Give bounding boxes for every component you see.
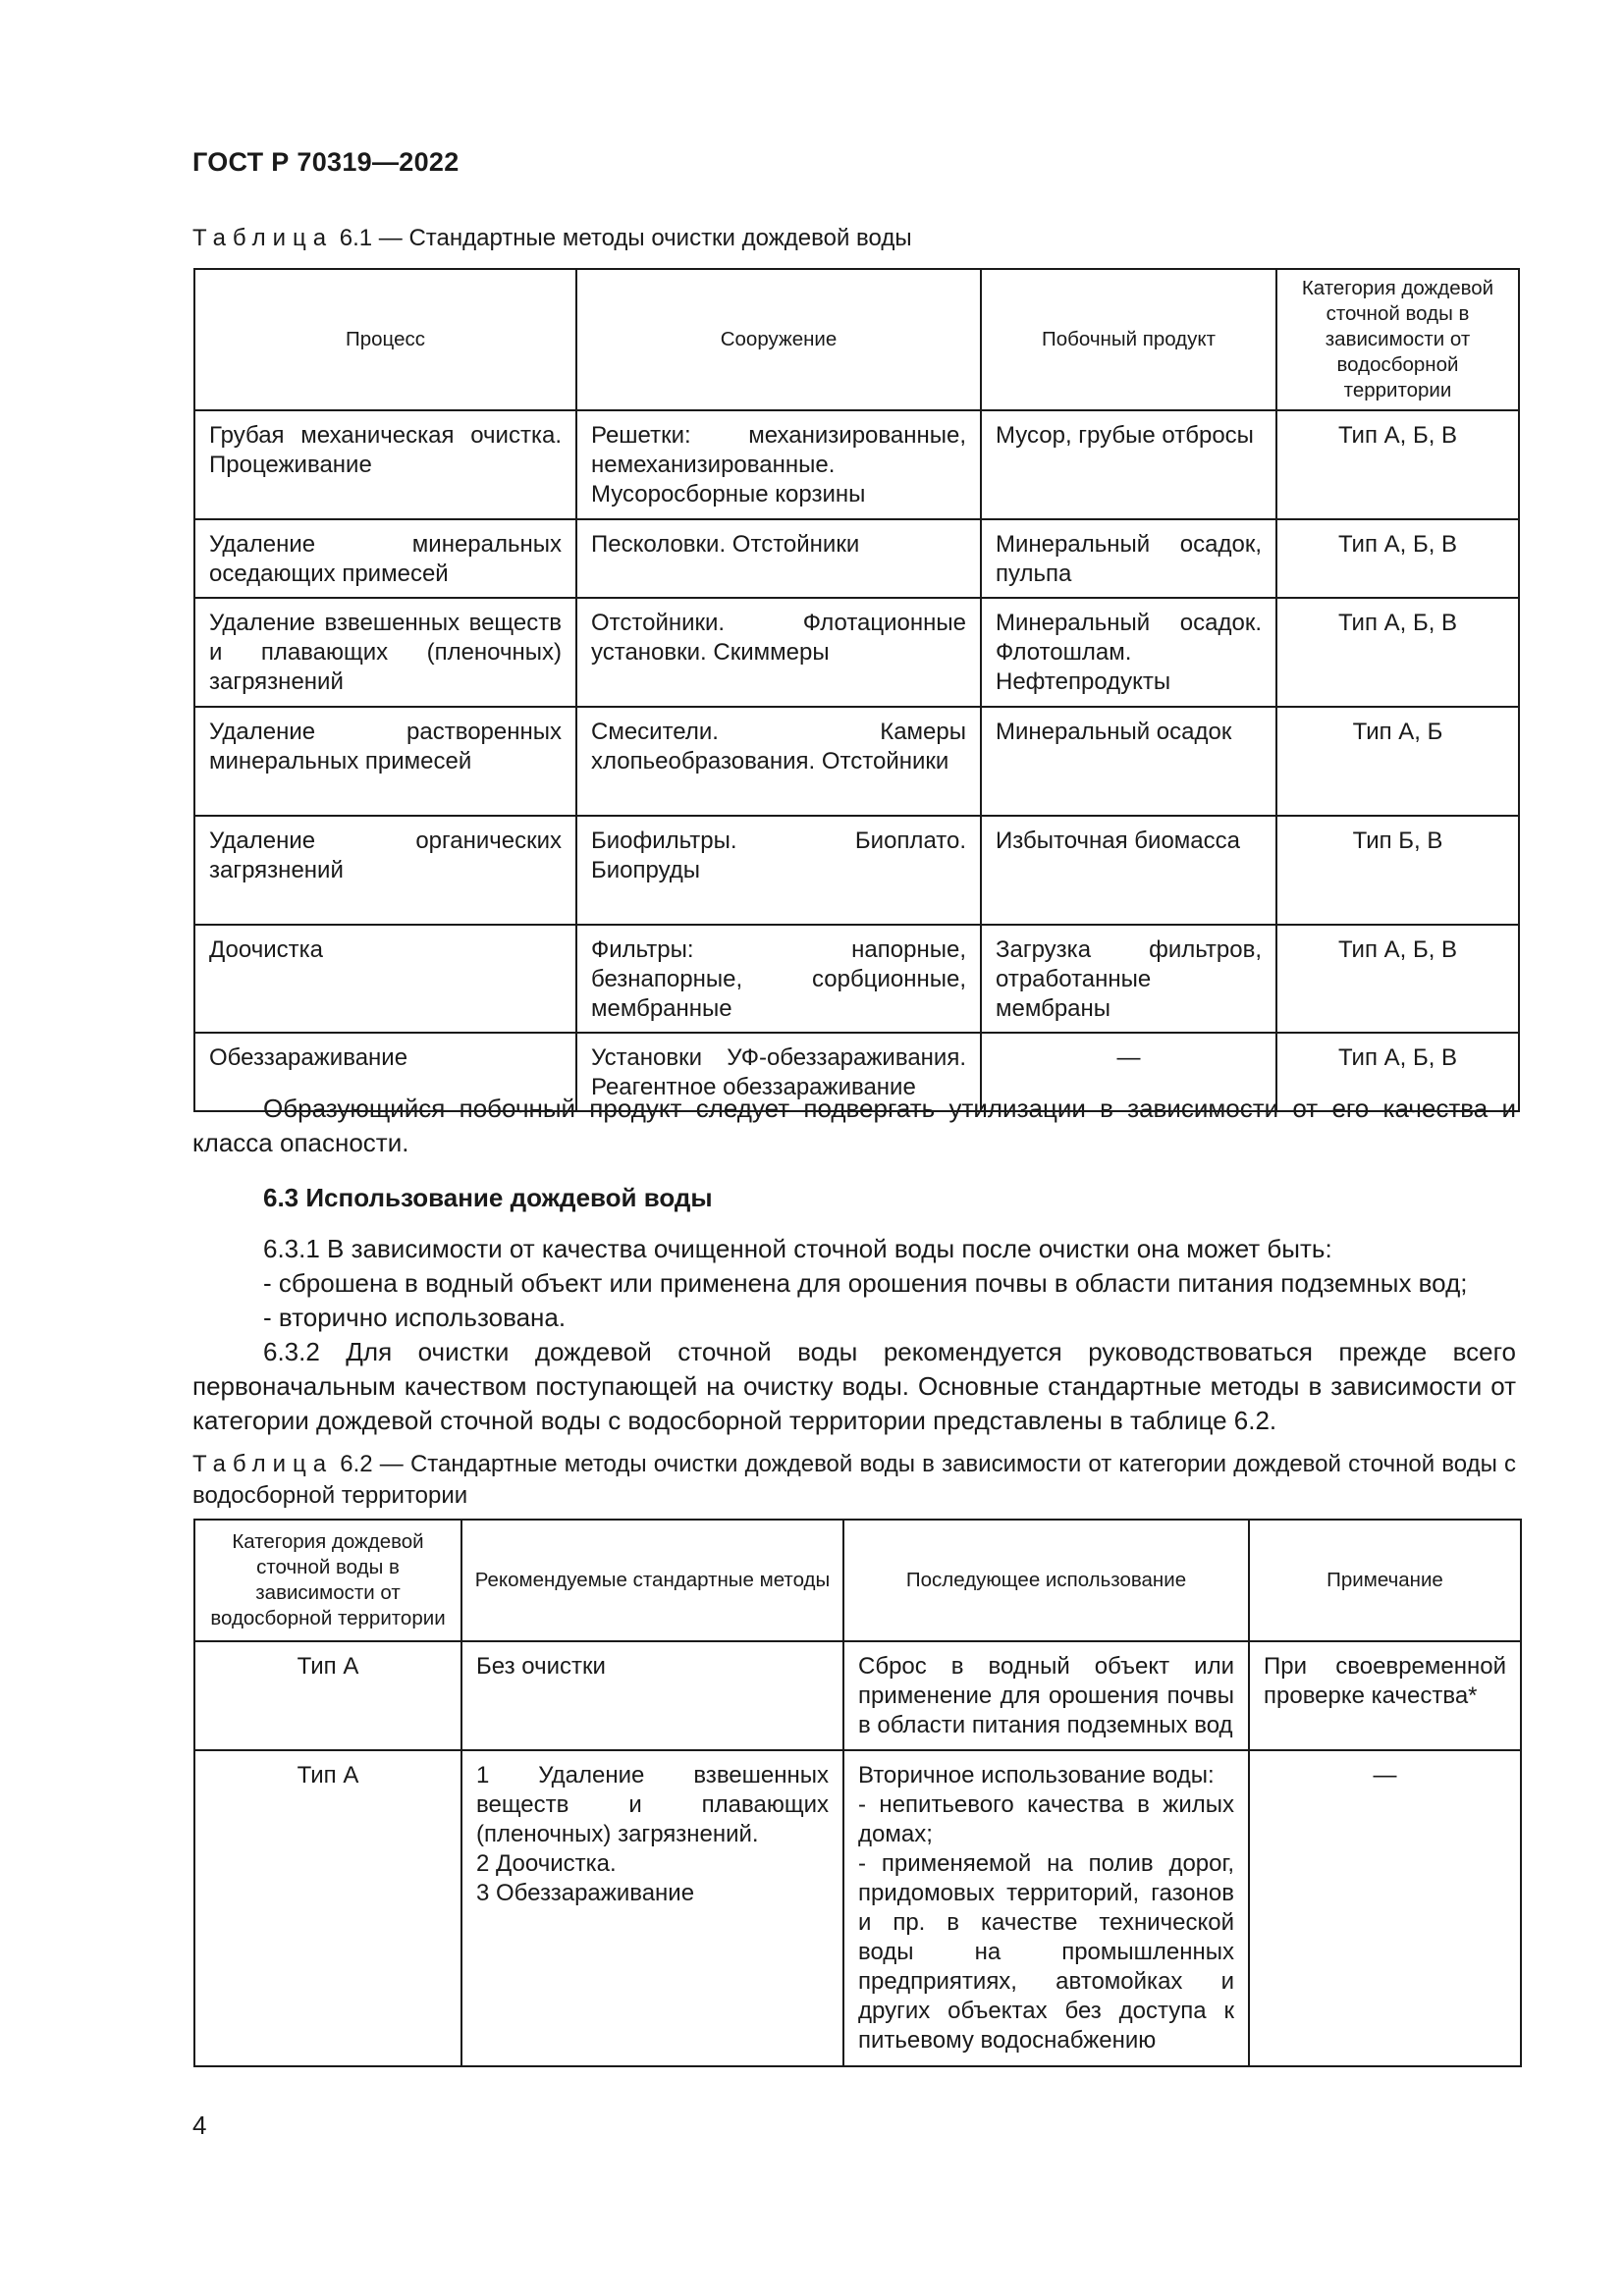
table2-col-category: Категория дождевой сточной воды в зависимости от водосборной территории xyxy=(194,1520,461,1641)
table-row xyxy=(194,410,1519,519)
table2-col-methods: Рекомендуемые стандартные методы xyxy=(461,1520,843,1641)
usage-item: - непитьевого качества в жилых домах; xyxy=(858,1791,1234,1847)
list-item: - сброшена в водный объект или применена для орошения почвы в области питания подземных вод; xyxy=(263,1268,1468,1298)
cell-structure: Фильтры: напорные, безнапорные, сорбционные, мембранные xyxy=(576,925,981,1033)
table-row xyxy=(194,1750,1521,2066)
paragraph-byproduct-text: Образующийся побочный продукт следует подвергать утилизации в зависимости от его качества и класса опасности. xyxy=(192,1094,1516,1157)
table1-header-row xyxy=(194,269,1519,410)
section-title: 6.3 Использование дождевой воды xyxy=(263,1183,713,1212)
table2-caption xyxy=(192,1449,1516,1512)
cell-process: Удаление растворенных минеральных примесей xyxy=(194,707,576,816)
cell-structure: Решетки: механизированные, немеханизированные. Мусоросборные корзины xyxy=(576,410,981,519)
document-header: ГОСТ Р 70319—2022 xyxy=(192,147,460,177)
table1-col-category: Категория дождевой сточной воды в зависимости от водосборной территории xyxy=(1276,269,1519,410)
cell-category: Тип А, Б, В xyxy=(1276,598,1519,707)
cell-structure: Песколовки. Отстойники xyxy=(576,519,981,598)
table-6-2 xyxy=(193,1519,1522,2067)
cell-methods: Без очистки xyxy=(461,1641,843,1750)
table2-caption-prefix: Таблица xyxy=(192,1451,334,1477)
cell-category: Тип А, Б xyxy=(1276,707,1519,816)
cell-category: Тип А xyxy=(194,1750,461,2066)
cell-process: Удаление органических загрязнений xyxy=(194,816,576,925)
table-row xyxy=(194,707,1519,816)
cell-process: Удаление минеральных оседающих примесей xyxy=(194,519,576,598)
cell-process: Доочистка xyxy=(194,925,576,1033)
paragraph-6-3-1 xyxy=(192,1232,1516,1266)
list-item: - вторично использована. xyxy=(263,1303,567,1332)
table-row xyxy=(194,519,1519,598)
cell-byproduct: Минеральный осадок. Флотошлам. Нефтепродукты xyxy=(981,598,1276,707)
cell-byproduct: — xyxy=(981,1033,1276,1111)
cell-byproduct: Мусор, грубые отбросы xyxy=(981,410,1276,519)
table1-col-structure: Сооружение xyxy=(576,269,981,410)
paragraph-byproduct xyxy=(192,1092,1516,1160)
cell-methods xyxy=(461,1750,843,2066)
table-row xyxy=(194,816,1519,925)
cell-process: Обеззараживание xyxy=(194,1033,576,1111)
cell-category: Тип А, Б, В xyxy=(1276,519,1519,598)
paragraph-6-3-1-text: 6.3.1 В зависимости от качества очищенной сточной воды после очистки она может быть: xyxy=(263,1234,1332,1263)
paragraph-6-3-2 xyxy=(192,1335,1516,1438)
cell-structure: Отстойники. Флотационные установки. Скиммеры xyxy=(576,598,981,707)
cell-process: Грубая механическая очистка. Процеживание xyxy=(194,410,576,519)
cell-note: При своевременной проверке качества* xyxy=(1249,1641,1521,1750)
table1-col-process: Процесс xyxy=(194,269,576,410)
usage-item: - применяемой на полив дорог, придомовых территорий, газонов и пр. в качестве технической воды на промышленных предприятиях, автомойках и других объектах без доступа к питьевому водоснабжению xyxy=(858,1850,1234,2054)
cell-structure: Биофильтры. Биоплато. Биопруды xyxy=(576,816,981,925)
cell-byproduct: Минеральный осадок xyxy=(981,707,1276,816)
cell-structure: Установки УФ-обеззараживания. Реагентное обеззараживание xyxy=(576,1033,981,1111)
table-row xyxy=(194,925,1519,1033)
table2-caption-text: 6.2 — Стандартные методы очистки дождевой воды в зависимости от категории дождевой сточной воды с водосборной территории xyxy=(192,1451,1516,1509)
method-item: 1 Удаление взвешенных веществ и плавающих (пленочных) загрязнений. xyxy=(476,1762,829,1847)
table2-col-note: Примечание xyxy=(1249,1520,1521,1641)
table1-caption xyxy=(192,223,1516,254)
cell-usage: Сброс в водный объект или применение для орошения почвы в области питания подземных вод xyxy=(843,1641,1249,1750)
cell-byproduct: Минеральный осадок, пульпа xyxy=(981,519,1276,598)
table-6-1 xyxy=(193,268,1520,1112)
cell-byproduct: Избыточная биомасса xyxy=(981,816,1276,925)
cell-note: — xyxy=(1249,1750,1521,2066)
cell-category: Тип А, Б, В xyxy=(1276,410,1519,519)
table-row xyxy=(194,598,1519,707)
cell-process: Удаление взвешенных веществ и плавающих (пленочных) загрязнений xyxy=(194,598,576,707)
cell-structure: Смесители. Камеры хлопьеобразования. Отстойники xyxy=(576,707,981,816)
table-row xyxy=(194,1641,1521,1750)
cell-category: Тип А xyxy=(194,1641,461,1750)
table2-header-row xyxy=(194,1520,1521,1641)
method-item: 2 Доочистка. xyxy=(476,1850,617,1877)
usage-item: Вторичное использование воды: xyxy=(858,1762,1215,1789)
cell-category: Тип А, Б, В xyxy=(1276,1033,1519,1111)
cell-category: Тип Б, В xyxy=(1276,816,1519,925)
cell-usage xyxy=(843,1750,1249,2066)
paragraph-6-3-2-text: 6.3.2 Для очистки дождевой сточной воды рекомендуется руководствоваться прежде всего первоначальным качеством поступающей на очистку воды. Основные стандартные методы в зависимости от категории дождевой сточной воды с водосборной территории представлены в таблице 6.2. xyxy=(192,1337,1516,1435)
cell-category: Тип А, Б, В xyxy=(1276,925,1519,1033)
method-item: 3 Обеззараживание xyxy=(476,1880,695,1906)
table1-caption-text: 6.1 — Стандартные методы очистки дождевой воды xyxy=(333,225,912,251)
page-number: 4 xyxy=(192,2110,207,2140)
table1-col-byproduct: Побочный продукт xyxy=(981,269,1276,410)
cell-byproduct: Загрузка фильтров, отработанные мембраны xyxy=(981,925,1276,1033)
table1-caption-prefix: Таблица xyxy=(192,225,334,251)
table2-col-usage: Последующее использование xyxy=(843,1520,1249,1641)
